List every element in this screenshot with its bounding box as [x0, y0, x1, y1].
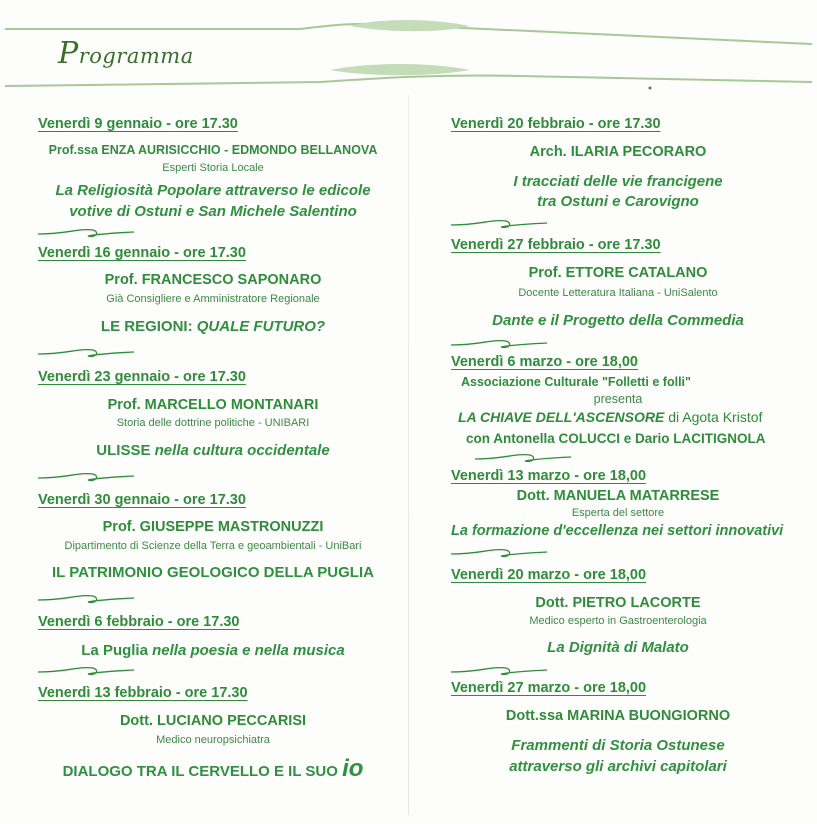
event-topic: La formazione d'eccellenza nei settori innovativi: [451, 523, 784, 539]
event-presenta: presenta: [593, 392, 643, 406]
event-role: Medico neuropsichiatra: [156, 734, 270, 746]
separator-flourish: [38, 664, 134, 678]
separator-flourish: [38, 470, 134, 484]
event-role: Docente Letteratura Italiana - UniSalento: [518, 287, 718, 299]
separator-flourish: [38, 346, 134, 360]
event-speaker: Prof.ssa ENZA AURISICCHIO - EDMONDO BELLANOVA: [48, 143, 378, 157]
event-date: Venerdì 6 febbraio - ore 17.30: [38, 614, 240, 630]
event-speaker: Arch. ILARIA PECORARO: [529, 144, 707, 160]
event-date: Venerdì 30 gennaio - ore 17.30: [38, 492, 246, 508]
page-title: Programma: [58, 36, 194, 71]
event-topic: LE REGIONI: QUALE FUTURO?: [100, 318, 326, 335]
event-role: Storia delle dottrine politiche - UNIBARI: [116, 417, 310, 429]
event-speaker: Dott. MANUELA MATARRESE: [516, 488, 720, 504]
separator-flourish: [38, 592, 134, 606]
event-role: Medico esperto in Gastroenterologia: [529, 615, 707, 627]
event-role: Esperti Storia Locale: [162, 162, 264, 174]
event-speaker: Prof. MARCELLO MONTANARI: [107, 397, 319, 413]
event-topic: La Dignità di Malato: [547, 639, 689, 656]
event-date: Venerdì 9 gennaio - ore 17.30: [38, 116, 238, 132]
event-speaker: Prof. FRANCESCO SAPONARO: [104, 272, 322, 288]
event-date: Venerdì 6 marzo - ore 18,00: [451, 354, 638, 370]
event-date: Venerdì 20 febbraio - ore 17.30: [451, 116, 661, 132]
event-topic: Frammenti di Storia Ostunese: [511, 737, 725, 754]
separator-flourish: [451, 546, 547, 560]
event-date: Venerdì 13 marzo - ore 18,00: [451, 468, 647, 484]
event-speaker: Dott. LUCIANO PECCARISI: [119, 713, 307, 729]
event-date: Venerdì 27 febbraio - ore 17.30: [451, 237, 661, 253]
event-title: LA CHIAVE DELL'ASCENSORE di Agota Kristof: [458, 409, 763, 425]
event-cast: con Antonella COLUCCI e Dario LACITIGNOLA: [466, 431, 766, 446]
event-topic: ULISSE nella cultura occidentale: [96, 442, 330, 459]
page-fold: [408, 95, 409, 815]
separator-flourish: [475, 451, 571, 465]
event-speaker: Dott. PIETRO LACORTE: [535, 595, 701, 611]
event-date: Venerdì 23 gennaio - ore 17.30: [38, 369, 246, 385]
event-topic: votive di Ostuni e San Michele Salentino: [69, 203, 357, 220]
event-topic: I tracciati delle vie francigene: [513, 173, 723, 190]
event-role: Dipartimento di Scienze della Terra e geoambientali - UniBari: [64, 540, 362, 552]
event-topic: tra Ostuni e Carovigno: [537, 193, 699, 210]
event-role: Già Consigliere e Amministratore Regionale: [106, 293, 320, 305]
event-topic: attraverso gli archivi capitolari: [509, 758, 727, 775]
separator-flourish: [451, 337, 547, 351]
event-topic: IL PATRIMONIO GEOLOGICO DELLA PUGLIA: [52, 564, 374, 581]
event-topic: La Religiosità Popolare attraverso le edicole: [55, 182, 371, 199]
separator-flourish: [451, 217, 547, 231]
event-speaker: Prof. ETTORE CATALANO: [528, 265, 708, 281]
event-role: Esperta del settore: [571, 507, 665, 519]
event-date: Venerdì 27 marzo - ore 18,00: [451, 680, 647, 696]
event-speaker: Dott.ssa MARINA BUONGIORNO: [505, 708, 731, 724]
event-date: Venerdì 13 febbraio - ore 17.30: [38, 685, 248, 701]
event-topic: Dante e il Progetto della Commedia: [492, 312, 744, 329]
event-date: Venerdì 16 gennaio - ore 17.30: [38, 245, 246, 261]
event-topic: DIALOGO TRA IL CERVELLO E IL SUO io: [62, 755, 364, 782]
separator-flourish: [451, 664, 547, 678]
event-speaker: Prof. GIUSEPPE MASTRONUZZI: [102, 519, 324, 535]
separator-flourish: [38, 226, 134, 240]
event-topic: La Puglia nella poesia e nella musica: [81, 642, 345, 659]
event-organizer: Associazione Culturale "Folletti e folli": [461, 375, 691, 389]
event-date: Venerdì 20 marzo - ore 18,00: [451, 567, 647, 583]
